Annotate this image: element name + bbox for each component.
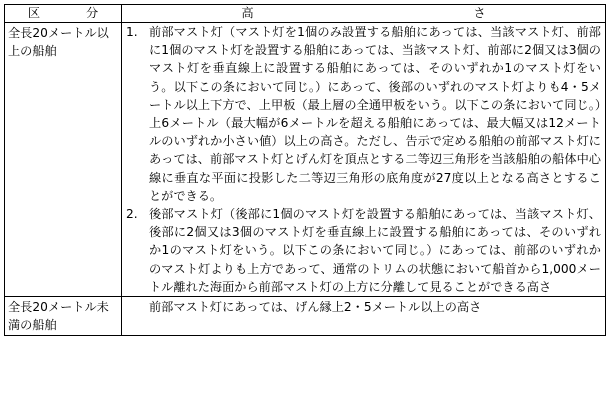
header-category-right: 分 [86,6,99,20]
header-height-right: さ [473,6,486,20]
row-category-20m-or-more: 全長20メートル以上の船舶 [5,23,122,297]
table-header-row [5,5,606,23]
header-height [122,5,606,23]
table-row [5,297,606,336]
row-height-text: 前部マスト灯にあっては、げん縁上2・5メートル以上の高さ [122,297,606,336]
header-category [5,5,122,23]
item-number: 2. [126,207,138,222]
header-category-left: 区 [27,6,40,20]
item-number: 1. [126,25,138,39]
row-category-under-20m: 全長20メートル未満の船舶 [5,297,122,336]
row-height-cell [122,23,606,297]
list-item [122,23,605,205]
list-item [122,205,605,296]
item-text: 後部マスト灯（後部に1個のマスト灯を設置する船舶にあっては、当該マスト灯、後部に2個又は3個のマスト灯を垂直線上に設置する船舶にあっては、そのいずれか1のマスト灯をいう。以下この条において同じ。）にあっては、前部のいずれかのマスト灯よりも上方であって、通常のトリムの状態において船首から1,000メートル離れた海面から前部マスト灯の上方に分離して見ることができる高さ [149,207,601,294]
table-row [5,23,606,297]
item-text: 前部マスト灯（マスト灯を1個のみ設置する船舶にあっては、当該マスト灯、前部に1個のマスト灯を設置する船舶にあっては、当該マスト灯、前部に2個又は3個のマスト灯を垂直線上に設置する船舶にあっては、そのいずれか1のマスト灯をいう。以下この条において同じ。）にあって、後部のいずれのマスト灯よりも4・5メートル以上下方で、上甲板（最上層の全通甲板をいう。以下この条において同じ。）上6メートル（最大幅が6メートルを超える船舶にあっては、最大幅又は12メートルのいずれか小さい値）以上の高さ。ただし、告示で定める船舶の前部マスト灯にあっては、前部マスト灯とげん灯を頂点とする二等辺三角形を当該船舶の船体中心線に垂直な平面に投影した二等辺三角形の底角度が27度以上となる高さとすることができる。 [149,25,601,203]
mast-light-height-table [4,4,606,336]
header-height-left: 高 [241,6,254,20]
